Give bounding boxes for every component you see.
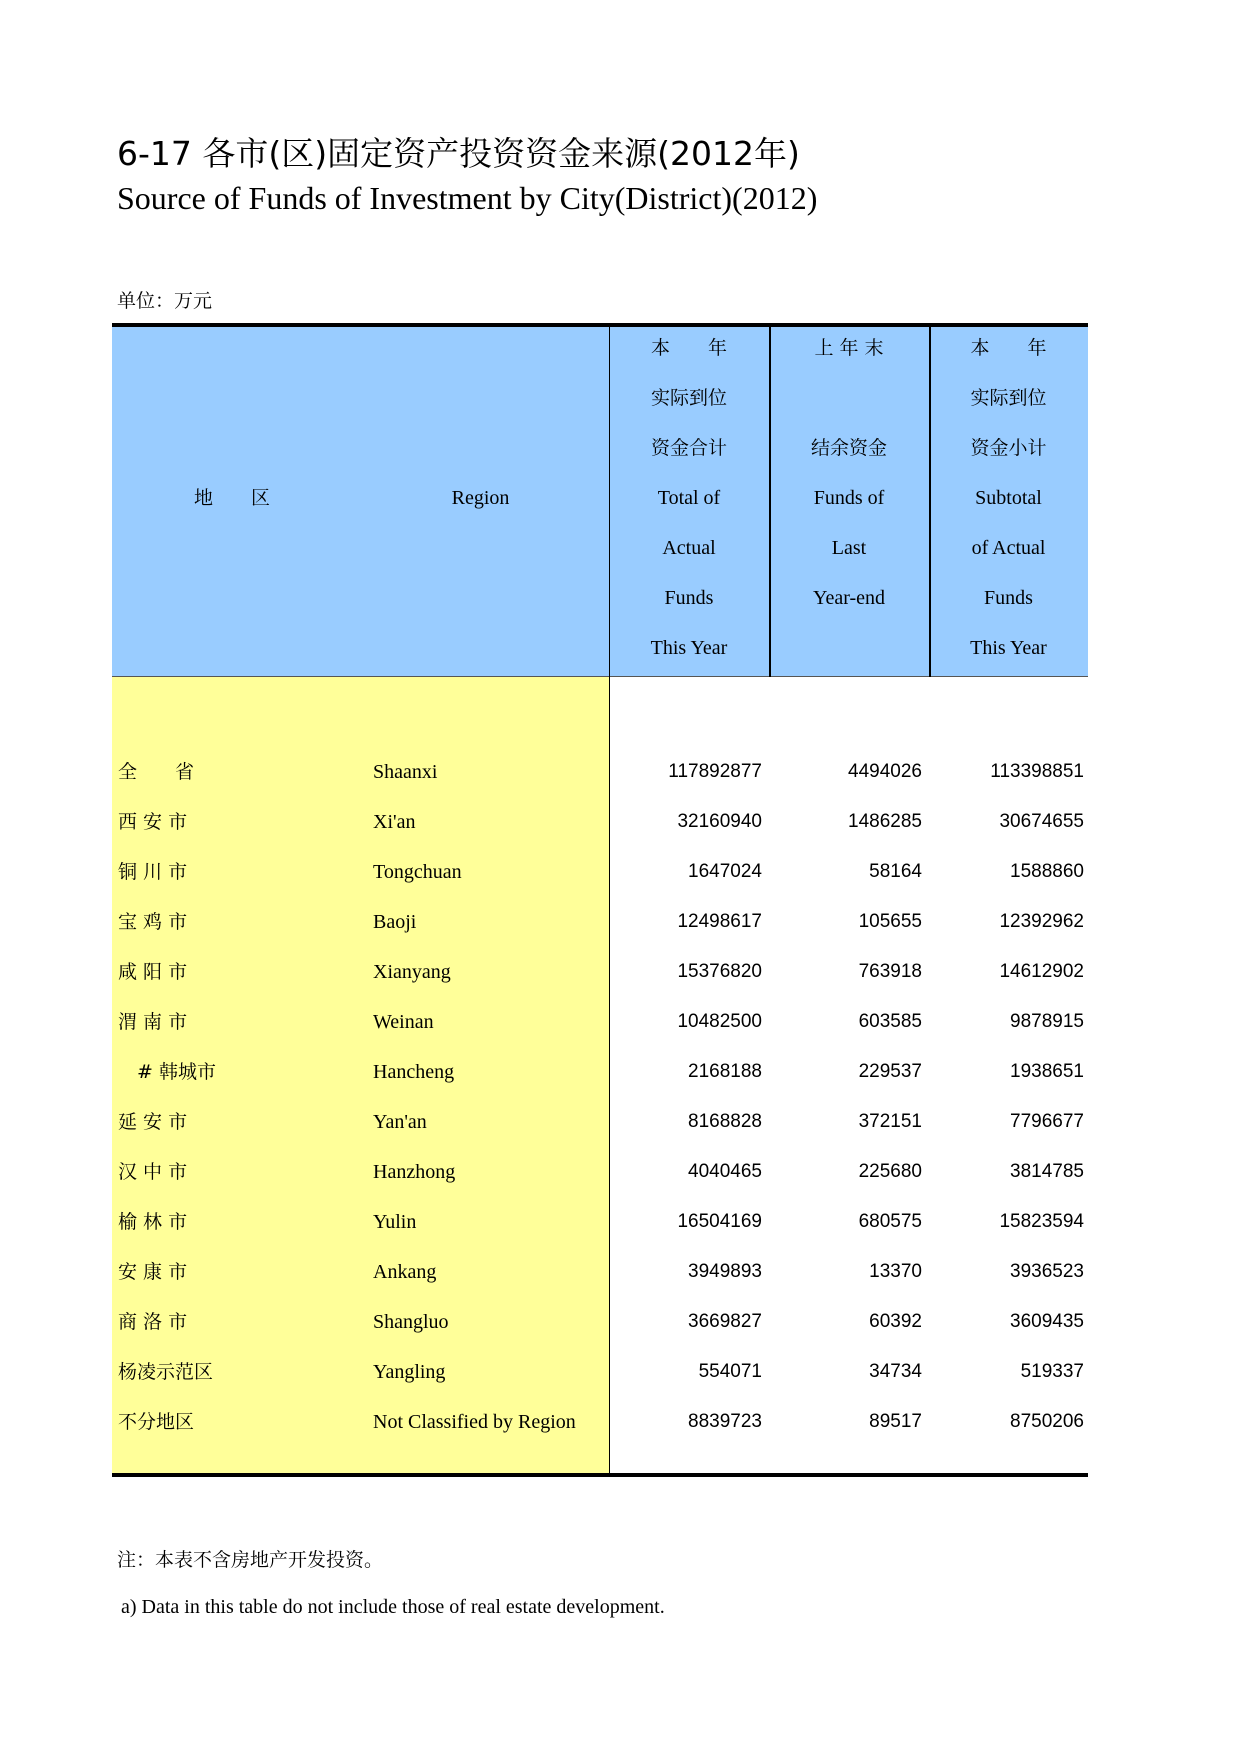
region-cn: 铜 川 市 (118, 861, 188, 883)
subtotal-actual-funds: 519337 (1020, 1361, 1084, 1382)
header-region-cn: 地 区 (193, 487, 270, 509)
subtotal-actual-funds: 1938651 (1010, 1061, 1084, 1082)
total-actual-funds: 4040465 (688, 1161, 762, 1182)
table-row (112, 897, 1088, 947)
total-actual-funds: 117892877 (668, 761, 762, 782)
region-cn: # 韩城市 (118, 1061, 216, 1083)
region-cn: 渭 南 市 (118, 1011, 188, 1033)
region-cn: 商 洛 市 (118, 1311, 188, 1333)
region-cn: 汉 中 市 (118, 1161, 188, 1183)
funds-last-year-end: 13370 (869, 1261, 922, 1282)
unit-label: 单位：万元 (117, 290, 213, 312)
footnote-cn: 注：本表不含房地产开发投资。 (117, 1549, 384, 1571)
region-en: Hanzhong (373, 1161, 456, 1183)
funds-last-year-end: 225680 (858, 1161, 922, 1182)
header-divider (112, 676, 1088, 677)
header-total-actual-funds: 本 年 实际到位 资金合计 Total of Actual Funds This Year (650, 337, 728, 659)
header-funds-last-year-end: 上 年 末 结余资金 Funds of Last Year-end (810, 337, 887, 609)
funds-last-year-end: 4494026 (848, 761, 922, 782)
funds-last-year-end: 34734 (869, 1361, 922, 1382)
region-en: Baoji (373, 911, 417, 933)
total-actual-funds: 8839723 (688, 1411, 762, 1432)
region-en: Hancheng (373, 1061, 455, 1083)
funds-last-year-end: 763918 (858, 961, 922, 982)
region-cn: 咸 阳 市 (118, 961, 188, 983)
region-en: Weinan (373, 1011, 434, 1033)
funds-last-year-end: 58164 (869, 861, 922, 882)
subtotal-actual-funds: 14612902 (999, 961, 1084, 982)
region-en: Shangluo (373, 1311, 449, 1333)
subtotal-actual-funds: 3936523 (1010, 1261, 1084, 1282)
header-region-en: Region (451, 487, 510, 509)
subtotal-actual-funds: 8750206 (1010, 1411, 1084, 1432)
total-actual-funds: 3669827 (688, 1311, 762, 1332)
total-actual-funds: 1647024 (688, 861, 762, 882)
subtotal-actual-funds: 3609435 (1010, 1311, 1084, 1332)
funds-last-year-end: 105655 (858, 911, 922, 932)
total-actual-funds: 12498617 (677, 911, 762, 932)
region-en: Xi'an (373, 811, 416, 833)
bottom-rule (112, 1473, 1088, 1477)
region-en: Tongchuan (373, 861, 462, 883)
funds-last-year-end: 603585 (858, 1011, 922, 1032)
total-actual-funds: 2168188 (688, 1061, 762, 1082)
subtotal-actual-funds: 15823594 (999, 1211, 1084, 1232)
region-cn: 全 省 (118, 761, 195, 783)
region-en: Not Classified by Region (373, 1411, 576, 1433)
subtotal-actual-funds: 7796677 (1010, 1111, 1084, 1132)
subtotal-actual-funds: 30674655 (999, 811, 1084, 832)
total-actual-funds: 8168828 (688, 1111, 762, 1132)
table-row (112, 1047, 1088, 1097)
region-cn: 不分地区 (118, 1411, 195, 1433)
table-row (112, 947, 1088, 997)
page-title-cn: 6-17 各市(区)固定资产投资资金来源(2012年) (117, 134, 800, 173)
total-actual-funds: 554071 (698, 1361, 762, 1382)
region-en: Xianyang (373, 961, 451, 983)
footnote-en: a) Data in this table do not include those of real estate development. (121, 1596, 665, 1618)
subtotal-actual-funds: 1588860 (1010, 861, 1084, 882)
data-table (112, 323, 1088, 1478)
region-cn: 西 安 市 (118, 811, 188, 833)
region-en: Ankang (373, 1261, 437, 1283)
region-cn: 榆 林 市 (118, 1211, 188, 1233)
header-subtotal-actual-funds: 本 年 实际到位 资金小计 Subtotal of Actual Funds This Year (970, 337, 1047, 659)
table-row (112, 1097, 1088, 1147)
subtotal-actual-funds: 3814785 (1010, 1161, 1084, 1182)
region-en: Shaanxi (373, 761, 438, 783)
funds-last-year-end: 372151 (858, 1111, 922, 1132)
region-en: Yan'an (373, 1111, 427, 1133)
table-row (112, 1197, 1088, 1247)
total-actual-funds: 32160940 (677, 811, 762, 832)
table-row (112, 847, 1088, 897)
total-actual-funds: 16504169 (677, 1211, 762, 1232)
table-row (112, 1247, 1088, 1297)
region-en: Yangling (373, 1361, 446, 1383)
total-actual-funds: 3949893 (688, 1261, 762, 1282)
funds-last-year-end: 680575 (858, 1211, 922, 1232)
table-row (112, 1347, 1088, 1397)
total-actual-funds: 15376820 (677, 961, 762, 982)
region-cn: 宝 鸡 市 (118, 911, 188, 933)
subtotal-actual-funds: 12392962 (999, 911, 1084, 932)
table-row (112, 1147, 1088, 1197)
total-actual-funds: 10482500 (677, 1011, 762, 1032)
page-title-en: Source of Funds of Investment by City(District)(2012) (117, 180, 818, 216)
table-row (112, 1397, 1088, 1447)
funds-last-year-end: 1486285 (848, 811, 922, 832)
table-row (112, 797, 1088, 847)
region-en: Yulin (373, 1211, 417, 1233)
subtotal-actual-funds: 9878915 (1010, 1011, 1084, 1032)
table-row (112, 1297, 1088, 1347)
region-cn: 延 安 市 (118, 1111, 188, 1133)
funds-last-year-end: 89517 (869, 1411, 922, 1432)
subtotal-actual-funds: 113398851 (990, 761, 1084, 782)
region-cn: 杨凌示范区 (118, 1361, 214, 1383)
table-row (112, 997, 1088, 1047)
table-row (112, 747, 1088, 797)
region-cn: 安 康 市 (118, 1261, 188, 1283)
funds-last-year-end: 229537 (858, 1061, 922, 1082)
funds-last-year-end: 60392 (869, 1311, 922, 1332)
